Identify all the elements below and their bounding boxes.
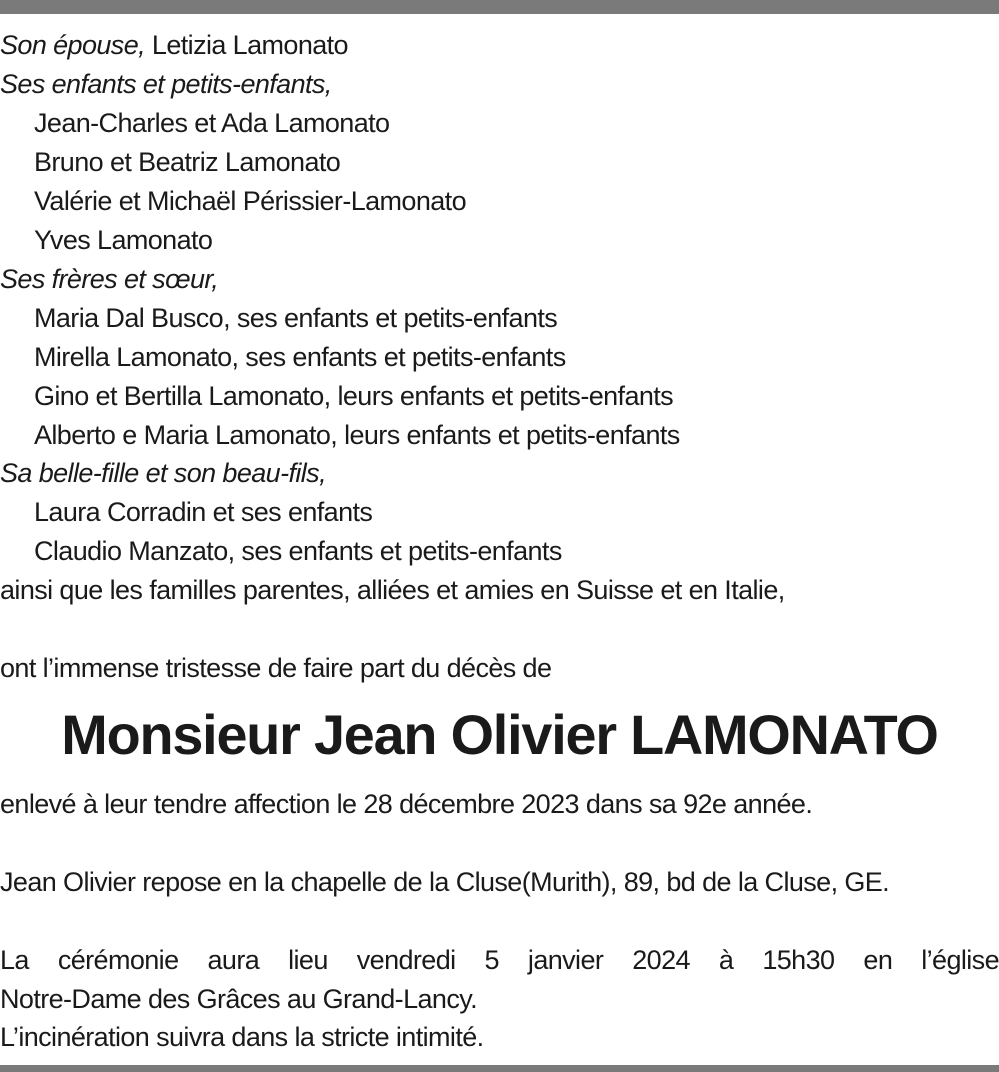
sibling-entry: Mirella Lamonato, ses enfants et petits-enfants — [34, 342, 566, 372]
spouse-line — [0, 28, 348, 62]
intro-line: ont l’immense tristesse de faire part du décès de — [0, 653, 552, 683]
top-rule — [0, 0, 999, 14]
spouse-name: Letizia Lamonato — [145, 30, 348, 60]
inlaws-heading: Sa belle-fille et son beau-fils, — [0, 458, 326, 488]
ceremony-line-2: Notre-Dame des Grâces au Grand-Lancy. — [0, 984, 478, 1014]
sibling-entry: Maria Dal Busco, ses enfants et petits-enfants — [34, 303, 558, 333]
spouse-prefix: Son épouse, — [0, 30, 146, 60]
ceremony-line-1: La cérémonie aura lieu vendredi 5 janvier 2024 à 15h30 en l’église — [0, 945, 999, 975]
others-line: ainsi que les familles parentes, alliées et amies en Suisse et en Italie, — [0, 575, 785, 605]
sibling-entry: Alberto e Maria Lamonato, leurs enfants et petits-enfants — [34, 420, 680, 450]
child-entry: Valérie et Michaël Périssier-Lamonato — [34, 186, 467, 216]
passing-line: enlevé à leur tendre affection le 28 décembre 2023 dans sa 92e année. — [0, 789, 813, 819]
bottom-rule — [0, 1065, 999, 1072]
child-entry: Yves Lamonato — [34, 225, 213, 255]
child-entry: Jean-Charles et Ada Lamonato — [34, 108, 390, 138]
inlaw-entry: Claudio Manzato, ses enfants et petits-enfants — [34, 536, 562, 566]
child-entry: Bruno et Beatriz Lamonato — [34, 147, 341, 177]
sibling-entry: Gino et Bertilla Lamonato, leurs enfants et petits-enfants — [34, 381, 674, 411]
siblings-heading: Ses frères et sœur, — [0, 264, 219, 294]
inlaw-entry: Laura Corradin et ses enfants — [34, 497, 373, 527]
deceased-name: Monsieur Jean Olivier LAMONATO — [61, 703, 938, 766]
cremation-line: L’incinération suivra dans la stricte intimité. — [0, 1022, 484, 1052]
children-heading: Ses enfants et petits-enfants, — [0, 69, 332, 99]
rest-place-line: Jean Olivier repose en la chapelle de la Cluse(Murith), 89, bd de la Cluse, GE. — [0, 867, 890, 897]
